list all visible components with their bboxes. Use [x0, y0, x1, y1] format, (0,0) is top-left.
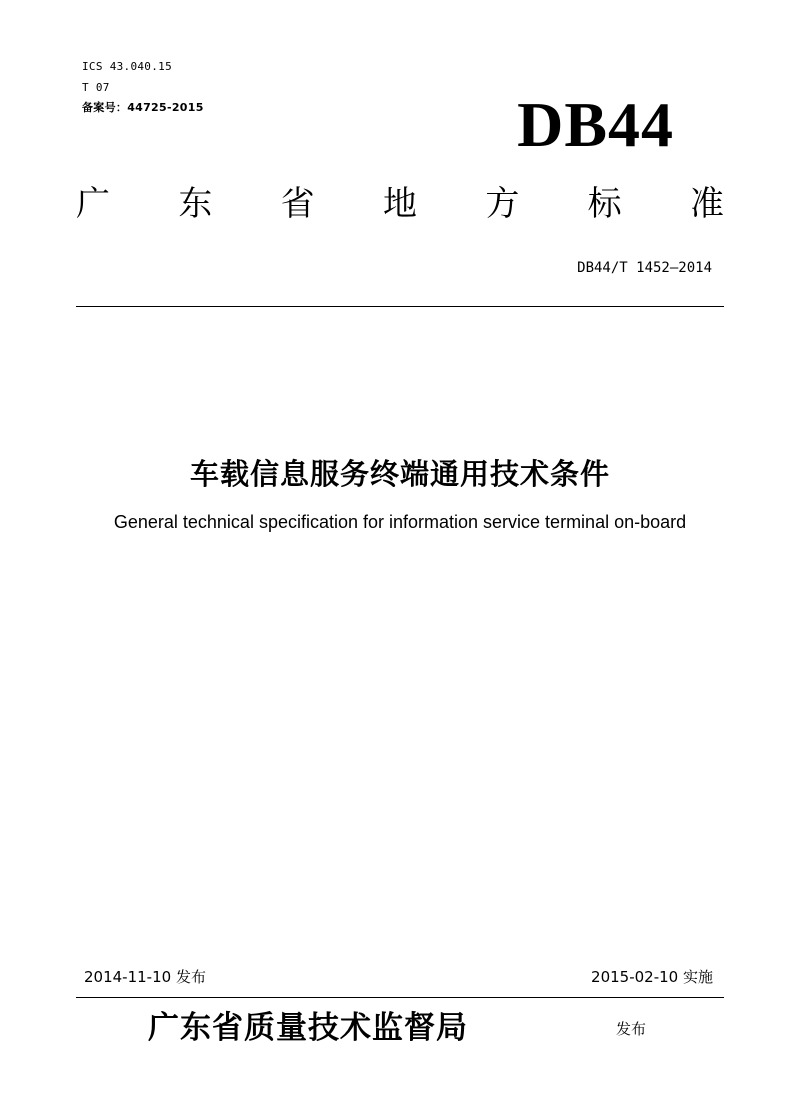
- standard-type-char: 省: [280, 184, 315, 224]
- standard-type-char: 广: [76, 184, 110, 224]
- bottom-divider: [76, 997, 724, 998]
- issuer-action-label: 发布: [616, 1020, 647, 1038]
- implementation-date: 2015-02-10 实施: [591, 968, 713, 986]
- standard-type-char: 方: [485, 184, 520, 224]
- record-number: 备案号：44725-2015: [82, 101, 204, 114]
- standard-type-char: 东: [178, 184, 213, 224]
- top-divider: [76, 306, 724, 307]
- standard-type-char: 地: [382, 184, 417, 224]
- standard-number: DB44/T 1452—2014: [577, 260, 712, 276]
- classification-code: T 07: [82, 81, 110, 94]
- ics-code: ICS 43.040.15: [82, 60, 172, 73]
- standard-type-title: [76, 184, 724, 224]
- issue-date: 2014-11-10 发布: [84, 968, 206, 986]
- document-title-chinese: 车载信息服务终端通用技术条件: [189, 457, 610, 491]
- issuing-authority: 广东省质量技术监督局: [148, 1010, 468, 1046]
- standard-type-char: 标: [587, 184, 622, 224]
- document-title-english: General technical specification for information service terminal on-board: [113, 512, 687, 532]
- db-standard-mark: DB44: [517, 89, 674, 160]
- standard-type-char: 准: [689, 184, 724, 224]
